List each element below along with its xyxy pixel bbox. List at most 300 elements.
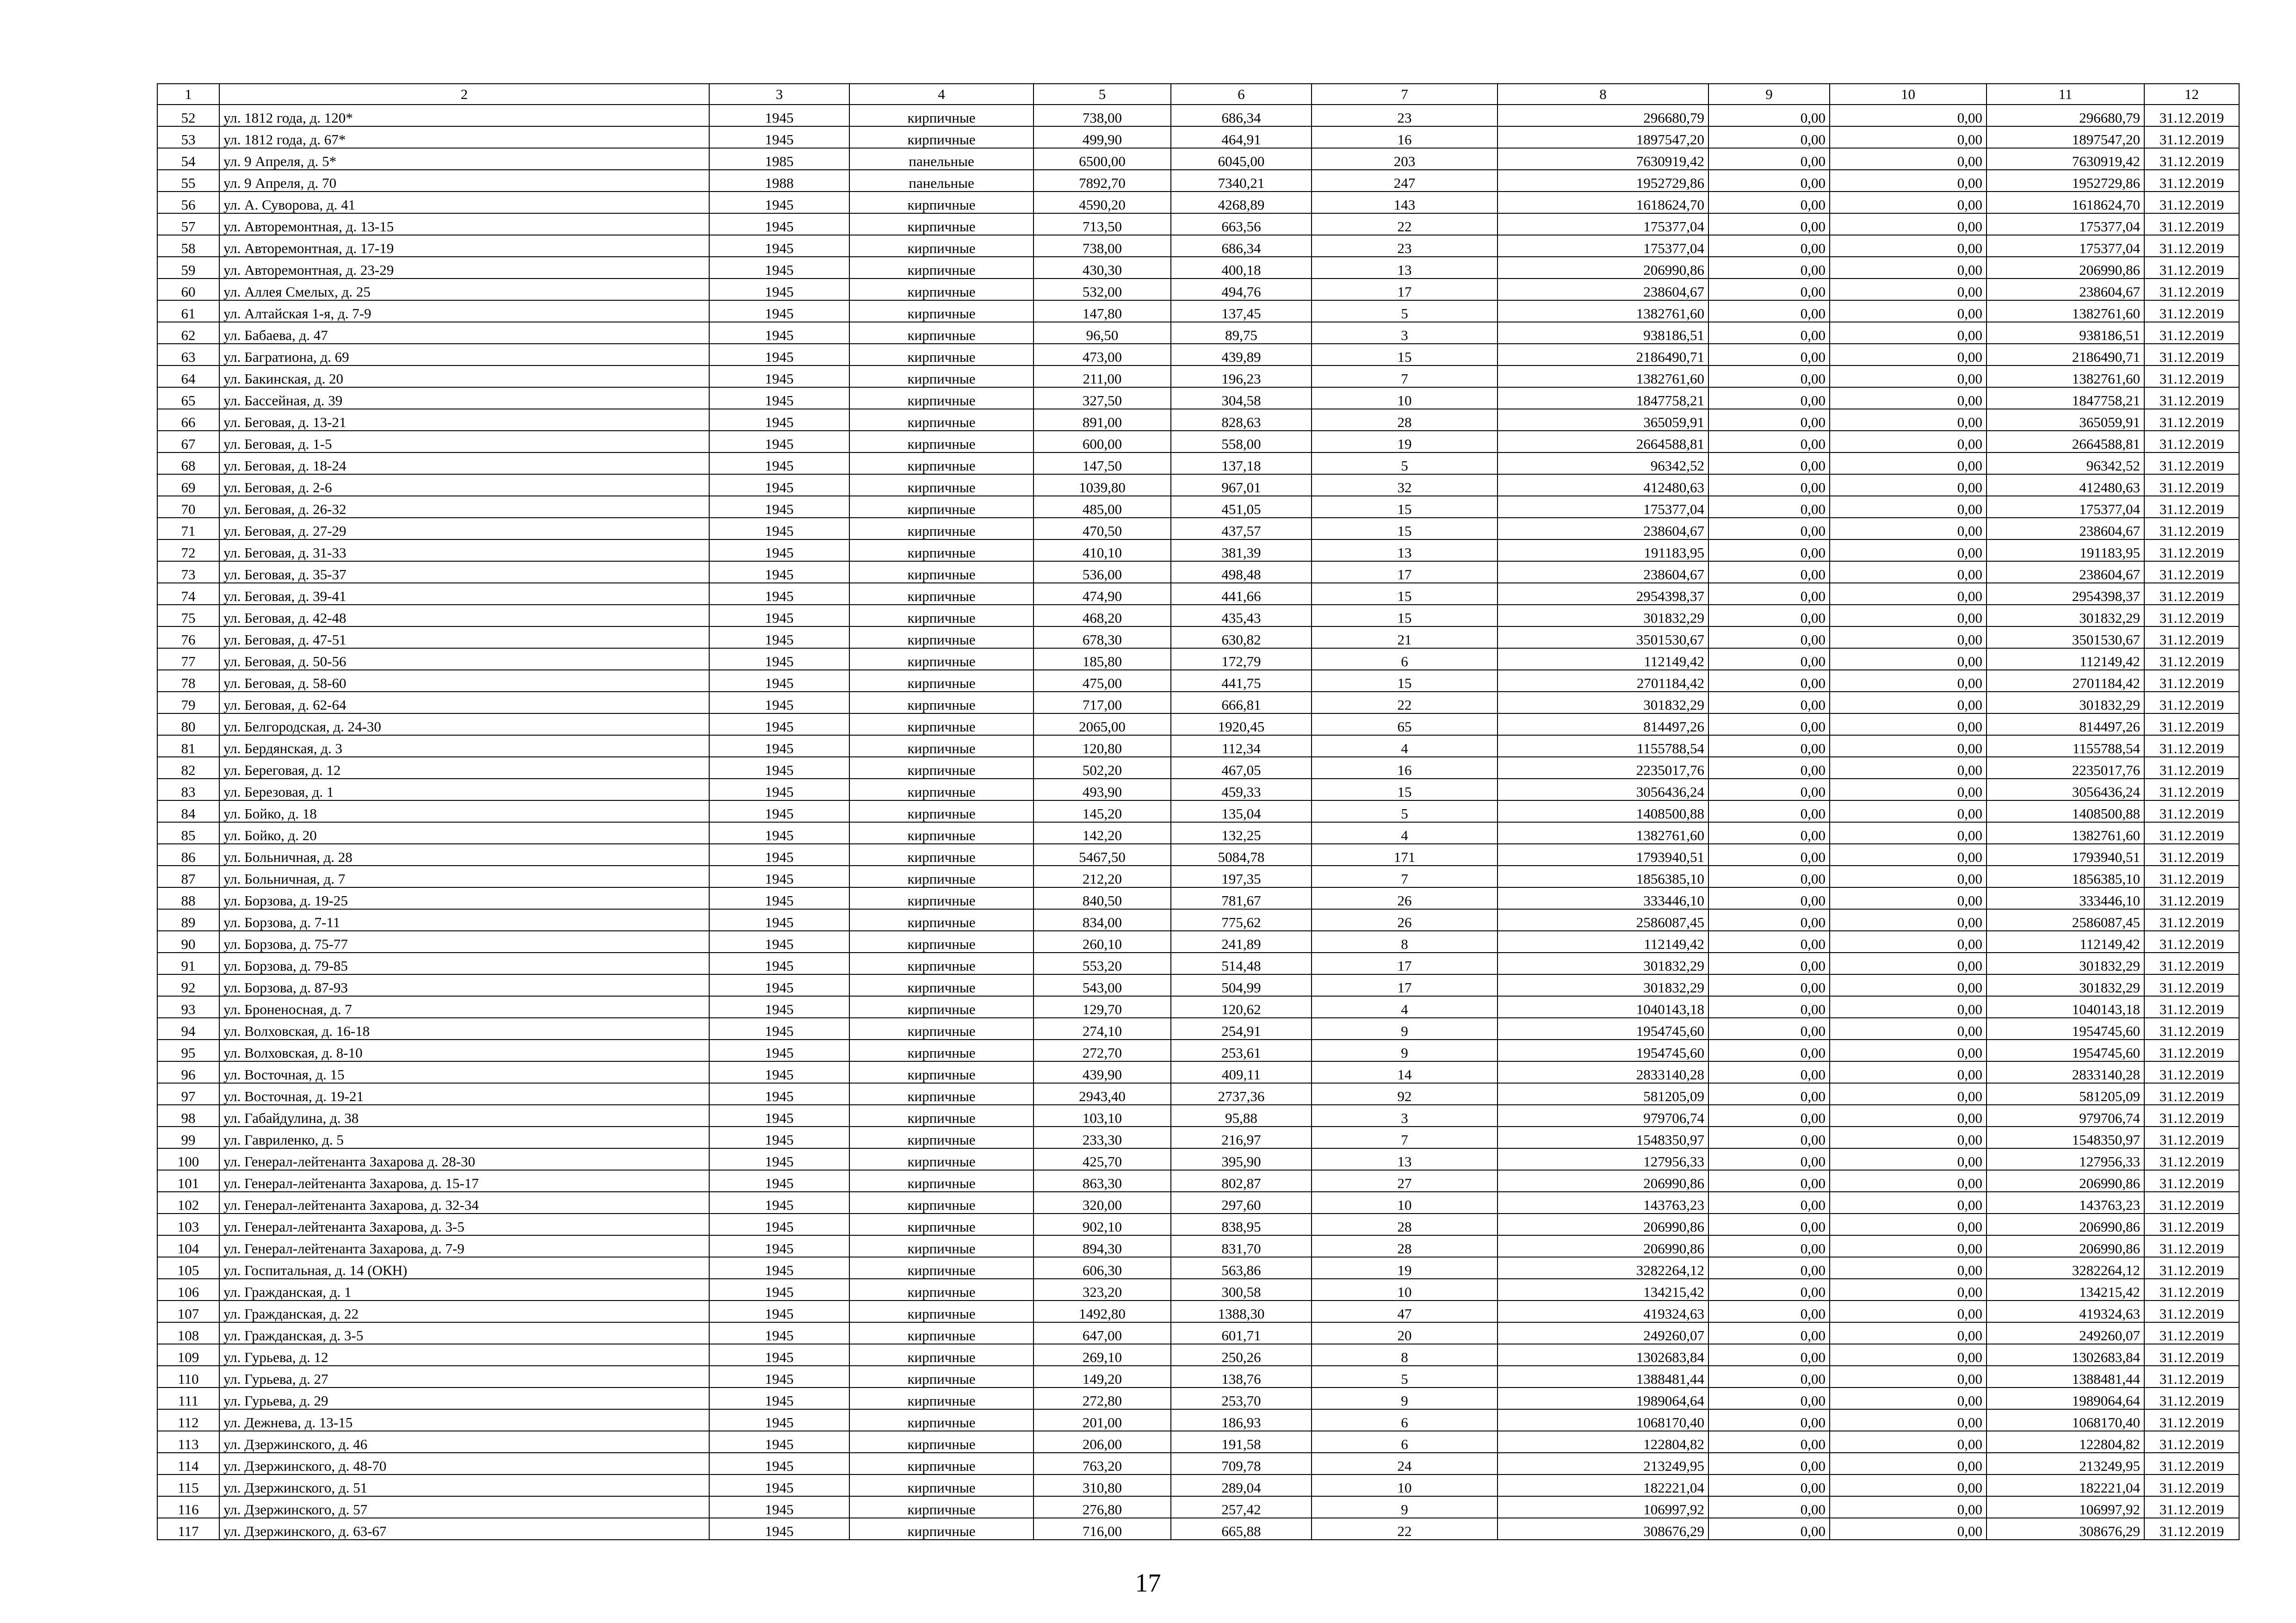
amount-cell: 112149,42: [1498, 648, 1708, 670]
address-cell: ул. Восточная, д. 19-21: [219, 1083, 709, 1105]
area-cell: 437,57: [1171, 518, 1312, 539]
year-cell: 1945: [709, 365, 849, 387]
amount-cell: 301832,29: [1498, 692, 1708, 713]
date-cell: 31.12.2019: [2144, 1105, 2239, 1127]
wall-material-cell: кирпичные: [849, 474, 1034, 496]
area-cell: 543,00: [1034, 974, 1171, 996]
count-cell: 28: [1312, 409, 1498, 431]
area-cell: 967,01: [1171, 474, 1312, 496]
area-cell: 323,20: [1034, 1279, 1171, 1301]
amount-cell: 0,00: [1830, 670, 1987, 692]
count-cell: 9: [1312, 1496, 1498, 1518]
wall-material-cell: кирпичные: [849, 648, 1034, 670]
address-cell: ул. Беговая, д. 18-24: [219, 452, 709, 474]
date-cell: 31.12.2019: [2144, 1344, 2239, 1366]
wall-material-cell: кирпичные: [849, 1409, 1034, 1431]
year-cell: 1945: [709, 1431, 849, 1453]
area-cell: 474,90: [1034, 583, 1171, 605]
amount-cell: 0,00: [1708, 279, 1830, 300]
count-cell: 7: [1312, 866, 1498, 887]
amount-cell: 0,00: [1708, 561, 1830, 583]
wall-material-cell: кирпичные: [849, 1105, 1034, 1127]
table-row: [157, 626, 2239, 648]
area-cell: 666,81: [1171, 692, 1312, 713]
address-cell: ул. Дзержинского, д. 63-67: [219, 1518, 709, 1540]
row-number-cell: 112: [157, 1409, 219, 1431]
amount-cell: 0,00: [1830, 452, 1987, 474]
date-cell: 31.12.2019: [2144, 605, 2239, 626]
count-cell: 14: [1312, 1061, 1498, 1083]
amount-cell: 0,00: [1830, 648, 1987, 670]
wall-material-cell: кирпичные: [849, 844, 1034, 866]
wall-material-cell: кирпичные: [849, 452, 1034, 474]
amount-cell: 0,00: [1708, 779, 1830, 800]
page-number: 17: [1135, 1569, 1161, 1598]
amount-cell: 0,00: [1708, 713, 1830, 735]
year-cell: 1945: [709, 1518, 849, 1540]
amount-cell: 0,00: [1830, 1518, 1987, 1540]
row-number-cell: 93: [157, 996, 219, 1018]
amount-cell: 0,00: [1708, 1192, 1830, 1214]
date-cell: 31.12.2019: [2144, 474, 2239, 496]
amount-cell: 1548350,97: [1987, 1127, 2144, 1148]
column-number: 7: [1312, 84, 1498, 105]
table-row: [157, 1279, 2239, 1301]
row-number-cell: 82: [157, 757, 219, 779]
table-row: [157, 170, 2239, 192]
wall-material-cell: кирпичные: [849, 300, 1034, 322]
wall-material-cell: кирпичные: [849, 800, 1034, 822]
row-number-cell: 61: [157, 300, 219, 322]
year-cell: 1945: [709, 670, 849, 692]
count-cell: 17: [1312, 953, 1498, 974]
column-number: 4: [849, 84, 1034, 105]
area-cell: 802,87: [1171, 1170, 1312, 1192]
amount-cell: 213249,95: [1987, 1453, 2144, 1474]
row-number-cell: 66: [157, 409, 219, 431]
row-number-cell: 74: [157, 583, 219, 605]
amount-cell: 0,00: [1830, 1388, 1987, 1409]
table-row: [157, 1518, 2239, 1540]
area-cell: 253,61: [1171, 1040, 1312, 1061]
area-cell: 665,88: [1171, 1518, 1312, 1540]
area-cell: 201,00: [1034, 1409, 1171, 1431]
amount-cell: 0,00: [1830, 1040, 1987, 1061]
amount-cell: 1068170,40: [1498, 1409, 1708, 1431]
column-number: 5: [1034, 84, 1171, 105]
area-cell: 191,58: [1171, 1431, 1312, 1453]
amount-cell: 0,00: [1830, 1496, 1987, 1518]
wall-material-cell: кирпичные: [849, 974, 1034, 996]
area-cell: 894,30: [1034, 1235, 1171, 1257]
area-cell: 425,70: [1034, 1148, 1171, 1170]
amount-cell: 191183,95: [1498, 539, 1708, 561]
count-cell: 15: [1312, 518, 1498, 539]
table-row: [157, 322, 2239, 344]
area-cell: 137,18: [1171, 452, 1312, 474]
area-cell: 601,71: [1171, 1322, 1312, 1344]
date-cell: 31.12.2019: [2144, 105, 2239, 126]
area-cell: 459,33: [1171, 779, 1312, 800]
amount-cell: 0,00: [1830, 1301, 1987, 1322]
area-cell: 1388,30: [1171, 1301, 1312, 1322]
wall-material-cell: кирпичные: [849, 953, 1034, 974]
address-cell: ул. Дзержинского, д. 46: [219, 1431, 709, 1453]
row-number-cell: 91: [157, 953, 219, 974]
date-cell: 31.12.2019: [2144, 1040, 2239, 1061]
amount-cell: 308676,29: [1498, 1518, 1708, 1540]
year-cell: 1945: [709, 300, 849, 322]
row-number-cell: 70: [157, 496, 219, 518]
amount-cell: 206990,86: [1498, 257, 1708, 279]
amount-cell: 0,00: [1830, 779, 1987, 800]
table-row: [157, 452, 2239, 474]
date-cell: 31.12.2019: [2144, 735, 2239, 757]
amount-cell: 1856385,10: [1498, 866, 1708, 887]
amount-cell: 249260,07: [1498, 1322, 1708, 1344]
address-cell: ул. Волховская, д. 16-18: [219, 1018, 709, 1040]
row-number-cell: 78: [157, 670, 219, 692]
amount-cell: 1040143,18: [1498, 996, 1708, 1018]
area-cell: 138,76: [1171, 1366, 1312, 1388]
wall-material-cell: кирпичные: [849, 1235, 1034, 1257]
amount-cell: 0,00: [1708, 583, 1830, 605]
date-cell: 31.12.2019: [2144, 1214, 2239, 1235]
column-number: 2: [219, 84, 709, 105]
amount-cell: 419324,63: [1987, 1301, 2144, 1322]
area-cell: 89,75: [1171, 322, 1312, 344]
year-cell: 1945: [709, 779, 849, 800]
amount-cell: 0,00: [1708, 887, 1830, 909]
area-cell: 840,50: [1034, 887, 1171, 909]
address-cell: ул. 1812 года, д. 67*: [219, 126, 709, 148]
count-cell: 26: [1312, 887, 1498, 909]
row-number-cell: 84: [157, 800, 219, 822]
row-number-cell: 69: [157, 474, 219, 496]
area-cell: 272,80: [1034, 1388, 1171, 1409]
row-number-cell: 58: [157, 235, 219, 257]
amount-cell: 0,00: [1708, 1018, 1830, 1040]
row-number-cell: 99: [157, 1127, 219, 1148]
date-cell: 31.12.2019: [2144, 670, 2239, 692]
area-cell: 211,00: [1034, 365, 1171, 387]
address-cell: ул. 9 Апреля, д. 70: [219, 170, 709, 192]
address-cell: ул. Дзержинского, д. 57: [219, 1496, 709, 1518]
area-cell: 132,25: [1171, 822, 1312, 844]
area-cell: 172,79: [1171, 648, 1312, 670]
date-cell: 31.12.2019: [2144, 626, 2239, 648]
area-cell: 260,10: [1034, 931, 1171, 953]
year-cell: 1945: [709, 713, 849, 735]
wall-material-cell: кирпичные: [849, 713, 1034, 735]
year-cell: 1945: [709, 1018, 849, 1040]
date-cell: 31.12.2019: [2144, 887, 2239, 909]
area-cell: 686,34: [1171, 105, 1312, 126]
wall-material-cell: кирпичные: [849, 1474, 1034, 1496]
amount-cell: 0,00: [1708, 1257, 1830, 1279]
row-number-cell: 96: [157, 1061, 219, 1083]
date-cell: 31.12.2019: [2144, 1301, 2239, 1322]
year-cell: 1945: [709, 1409, 849, 1431]
amount-cell: 0,00: [1830, 822, 1987, 844]
wall-material-cell: кирпичные: [849, 1214, 1034, 1235]
amount-cell: 0,00: [1708, 257, 1830, 279]
address-cell: ул. Госпитальная, д. 14 (ОКН): [219, 1257, 709, 1279]
table-row: [157, 1409, 2239, 1431]
area-cell: 6045,00: [1171, 148, 1312, 170]
count-cell: 9: [1312, 1388, 1498, 1409]
amount-cell: 2833140,28: [1498, 1061, 1708, 1083]
table-row: [157, 1301, 2239, 1322]
area-cell: 186,93: [1171, 1409, 1312, 1431]
amount-cell: 0,00: [1708, 1409, 1830, 1431]
amount-cell: 0,00: [1830, 365, 1987, 387]
amount-cell: 122804,82: [1987, 1431, 2144, 1453]
year-cell: 1945: [709, 518, 849, 539]
amount-cell: 1954745,60: [1498, 1040, 1708, 1061]
date-cell: 31.12.2019: [2144, 1235, 2239, 1257]
amount-cell: 0,00: [1830, 931, 1987, 953]
amount-cell: 1989064,64: [1498, 1388, 1708, 1409]
amount-cell: 2954398,37: [1498, 583, 1708, 605]
wall-material-cell: панельные: [849, 170, 1034, 192]
area-cell: 775,62: [1171, 909, 1312, 931]
wall-material-cell: кирпичные: [849, 1301, 1034, 1322]
count-cell: 5: [1312, 300, 1498, 322]
year-cell: 1945: [709, 105, 849, 126]
date-cell: 31.12.2019: [2144, 1322, 2239, 1344]
address-cell: ул. Дзержинского, д. 48-70: [219, 1453, 709, 1474]
amount-cell: 581205,09: [1987, 1083, 2144, 1105]
table-row: [157, 605, 2239, 626]
amount-cell: 175377,04: [1498, 235, 1708, 257]
date-cell: 31.12.2019: [2144, 648, 2239, 670]
column-number: 10: [1830, 84, 1987, 105]
date-cell: 31.12.2019: [2144, 822, 2239, 844]
amount-cell: 0,00: [1708, 605, 1830, 626]
wall-material-cell: кирпичные: [849, 822, 1034, 844]
address-cell: ул. Багратиона, д. 69: [219, 344, 709, 365]
table-row: [157, 1453, 2239, 1474]
table-row: [157, 1214, 2239, 1235]
wall-material-cell: панельные: [849, 148, 1034, 170]
row-number-cell: 105: [157, 1257, 219, 1279]
year-cell: 1985: [709, 148, 849, 170]
table-row: [157, 996, 2239, 1018]
amount-cell: 0,00: [1830, 974, 1987, 996]
area-cell: 185,80: [1034, 648, 1171, 670]
row-number-cell: 107: [157, 1301, 219, 1322]
count-cell: 3: [1312, 322, 1498, 344]
wall-material-cell: кирпичные: [849, 257, 1034, 279]
area-cell: 410,10: [1034, 539, 1171, 561]
amount-cell: 1388481,44: [1498, 1366, 1708, 1388]
wall-material-cell: кирпичные: [849, 626, 1034, 648]
address-cell: ул. Авторемонтная, д. 17-19: [219, 235, 709, 257]
count-cell: 22: [1312, 1518, 1498, 1540]
count-cell: 15: [1312, 670, 1498, 692]
amount-cell: 301832,29: [1498, 974, 1708, 996]
row-number-cell: 100: [157, 1148, 219, 1170]
area-cell: 395,90: [1171, 1148, 1312, 1170]
amount-cell: 1382761,60: [1987, 365, 2144, 387]
wall-material-cell: кирпичные: [849, 1083, 1034, 1105]
address-cell: ул. Авторемонтная, д. 13-15: [219, 213, 709, 235]
row-number-cell: 104: [157, 1235, 219, 1257]
area-cell: 120,80: [1034, 735, 1171, 757]
amount-cell: 1155788,54: [1987, 735, 2144, 757]
count-cell: 17: [1312, 561, 1498, 583]
address-cell: ул. Борзова, д. 19-25: [219, 887, 709, 909]
table-row: [157, 648, 2239, 670]
address-cell: ул. Белгородская, д. 24-30: [219, 713, 709, 735]
amount-cell: 0,00: [1830, 192, 1987, 213]
wall-material-cell: кирпичные: [849, 322, 1034, 344]
count-cell: 28: [1312, 1235, 1498, 1257]
amount-cell: 0,00: [1830, 496, 1987, 518]
address-cell: ул. Восточная, д. 15: [219, 1061, 709, 1083]
amount-cell: 0,00: [1830, 1474, 1987, 1496]
amount-cell: 206990,86: [1498, 1235, 1708, 1257]
date-cell: 31.12.2019: [2144, 344, 2239, 365]
amount-cell: 1408500,88: [1498, 800, 1708, 822]
year-cell: 1945: [709, 1279, 849, 1301]
table-row: [157, 1366, 2239, 1388]
amount-cell: 0,00: [1830, 1214, 1987, 1235]
amount-cell: 1155788,54: [1498, 735, 1708, 757]
amount-cell: 0,00: [1708, 1214, 1830, 1235]
count-cell: 65: [1312, 713, 1498, 735]
area-cell: 272,70: [1034, 1040, 1171, 1061]
area-cell: 310,80: [1034, 1474, 1171, 1496]
table-row: [157, 474, 2239, 496]
area-cell: 781,67: [1171, 887, 1312, 909]
amount-cell: 0,00: [1708, 1061, 1830, 1083]
count-cell: 23: [1312, 105, 1498, 126]
address-cell: ул. Генерал-лейтенанта Захарова, д. 3-5: [219, 1214, 709, 1235]
amount-cell: 301832,29: [1987, 974, 2144, 996]
address-cell: ул. Борзова, д. 7-11: [219, 909, 709, 931]
area-cell: 96,50: [1034, 322, 1171, 344]
row-number-cell: 110: [157, 1366, 219, 1388]
amount-cell: 1954745,60: [1987, 1018, 2144, 1040]
area-cell: 137,45: [1171, 300, 1312, 322]
date-cell: 31.12.2019: [2144, 279, 2239, 300]
address-cell: ул. Беговая, д. 26-32: [219, 496, 709, 518]
amount-cell: 0,00: [1708, 213, 1830, 235]
count-cell: 16: [1312, 126, 1498, 148]
column-number: 9: [1708, 84, 1830, 105]
year-cell: 1945: [709, 561, 849, 583]
area-cell: 451,05: [1171, 496, 1312, 518]
year-cell: 1945: [709, 1235, 849, 1257]
area-cell: 95,88: [1171, 1105, 1312, 1127]
amount-cell: 0,00: [1830, 344, 1987, 365]
year-cell: 1945: [709, 1496, 849, 1518]
amount-cell: 3282264,12: [1498, 1257, 1708, 1279]
table-row: [157, 1192, 2239, 1214]
count-cell: 13: [1312, 1148, 1498, 1170]
year-cell: 1945: [709, 1127, 849, 1148]
amount-cell: 296680,79: [1498, 105, 1708, 126]
amount-cell: 979706,74: [1987, 1105, 2144, 1127]
address-cell: ул. 1812 года, д. 120*: [219, 105, 709, 126]
date-cell: 31.12.2019: [2144, 1518, 2239, 1540]
count-cell: 24: [1312, 1453, 1498, 1474]
amount-cell: 979706,74: [1498, 1105, 1708, 1127]
amount-cell: 0,00: [1830, 692, 1987, 713]
address-cell: ул. Броненосная, д. 7: [219, 996, 709, 1018]
amount-cell: 1388481,44: [1987, 1366, 2144, 1388]
area-cell: 327,50: [1034, 387, 1171, 409]
count-cell: 92: [1312, 1083, 1498, 1105]
amount-cell: 814497,26: [1498, 713, 1708, 735]
area-cell: 647,00: [1034, 1322, 1171, 1344]
address-cell: ул. Бердянская, д. 3: [219, 735, 709, 757]
amount-cell: 0,00: [1708, 1366, 1830, 1388]
amount-cell: 0,00: [1708, 431, 1830, 452]
count-cell: 8: [1312, 931, 1498, 953]
table-row: [157, 1431, 2239, 1453]
area-cell: 233,30: [1034, 1127, 1171, 1148]
amount-cell: 0,00: [1830, 105, 1987, 126]
amount-cell: 0,00: [1708, 365, 1830, 387]
area-cell: 254,91: [1171, 1018, 1312, 1040]
amount-cell: 0,00: [1708, 148, 1830, 170]
amount-cell: 0,00: [1830, 1366, 1987, 1388]
year-cell: 1988: [709, 170, 849, 192]
area-cell: 441,75: [1171, 670, 1312, 692]
table-row: [157, 213, 2239, 235]
amount-cell: 0,00: [1830, 322, 1987, 344]
date-cell: 31.12.2019: [2144, 126, 2239, 148]
amount-cell: 206990,86: [1987, 1170, 2144, 1192]
amount-cell: 301832,29: [1987, 692, 2144, 713]
amount-cell: 206990,86: [1498, 1170, 1708, 1192]
amount-cell: 0,00: [1830, 1170, 1987, 1192]
address-cell: ул. Беговая, д. 35-37: [219, 561, 709, 583]
year-cell: 1945: [709, 235, 849, 257]
wall-material-cell: кирпичные: [849, 518, 1034, 539]
amount-cell: 0,00: [1830, 1431, 1987, 1453]
row-number-cell: 101: [157, 1170, 219, 1192]
table-row: [157, 1127, 2239, 1148]
wall-material-cell: кирпичные: [849, 605, 1034, 626]
year-cell: 1945: [709, 1257, 849, 1279]
area-cell: 129,70: [1034, 996, 1171, 1018]
wall-material-cell: кирпичные: [849, 1061, 1034, 1083]
wall-material-cell: кирпичные: [849, 539, 1034, 561]
table-body: [157, 105, 2239, 1540]
table-row: [157, 126, 2239, 148]
amount-cell: 1382761,60: [1987, 822, 2144, 844]
row-number-cell: 52: [157, 105, 219, 126]
count-cell: 143: [1312, 192, 1498, 213]
address-cell: ул. Борзова, д. 87-93: [219, 974, 709, 996]
table-row: [157, 496, 2239, 518]
date-cell: 31.12.2019: [2144, 257, 2239, 279]
address-cell: ул. Аллея Смелых, д. 25: [219, 279, 709, 300]
table-row: [157, 148, 2239, 170]
amount-cell: 0,00: [1708, 1322, 1830, 1344]
amount-cell: 0,00: [1830, 1279, 1987, 1301]
wall-material-cell: кирпичные: [849, 1453, 1034, 1474]
row-number-cell: 57: [157, 213, 219, 235]
year-cell: 1945: [709, 344, 849, 365]
address-cell: ул. А. Суворова, д. 41: [219, 192, 709, 213]
wall-material-cell: кирпичные: [849, 1279, 1034, 1301]
table-row: [157, 735, 2239, 757]
